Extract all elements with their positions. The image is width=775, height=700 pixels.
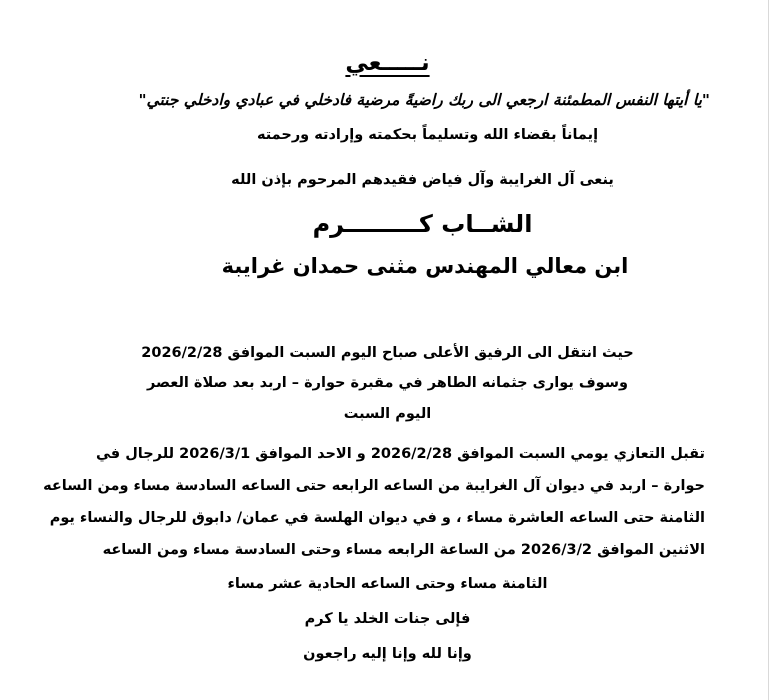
- deceased-parent: ابن معالي المهندس مثنى حمدان غرايبة: [221, 254, 629, 278]
- quran-verse: "يا أيتها النفس المطمئنة ارجعي الى ربك راضيةً مرضية فادخلي في عبادي وادخلي جنتي": [138, 91, 710, 109]
- condolence-line-4: الاثنين الموافق 2026/3/2 من الساعة الرابعه مساء وحتى السادسة مساء ومن الساعه: [102, 542, 705, 558]
- deceased-name: الشــاب كـــــــــرم: [312, 210, 533, 238]
- faith-statement: إيماناً بقضاء الله وتسليماً بحكمته وإرادته ورحمته: [256, 127, 599, 143]
- notice-title: نـــــعي: [345, 50, 430, 76]
- condolence-line-5: الثامنة مساء وحتى الساعه الحادية عشر مساء: [227, 576, 548, 592]
- condolence-line-1: تقبل التعازي يومي السبت الموافق 2026/2/28 و الاحد الموافق 2026/3/1 للرجال في: [95, 446, 705, 462]
- condolence-line-3: الثامنة حتى الساعه العاشرة مساء ، و في ديوان الهلسة في عمان/ دابوق للرجال والنساء يوم: [49, 510, 705, 526]
- burial-day-line: اليوم السبت: [343, 406, 432, 422]
- farewell-line: فإلى جنات الخلد يا كرم: [304, 611, 471, 627]
- family-announcement: ينعى آل الغرايبة وآل فياض فقيدهم المرحوم بإذن الله: [231, 172, 614, 188]
- closing-prayer: وإنا لله وإنا إليه راجعون: [303, 646, 472, 662]
- condolence-line-2: حوارة – اربد في ديوان آل الغرايبة من الساعه الرابعه حتى الساعه السادسة مساء ومن الساعه: [43, 478, 705, 494]
- burial-line: وسوف يوارى جثمانه الطاهر في مقبرة حوارة – اربد بعد صلاة العصر: [146, 375, 629, 391]
- death-date-line: حيث انتقل الى الرفيق الأعلى صباح اليوم السبت الموافق 2026/2/28: [141, 345, 634, 361]
